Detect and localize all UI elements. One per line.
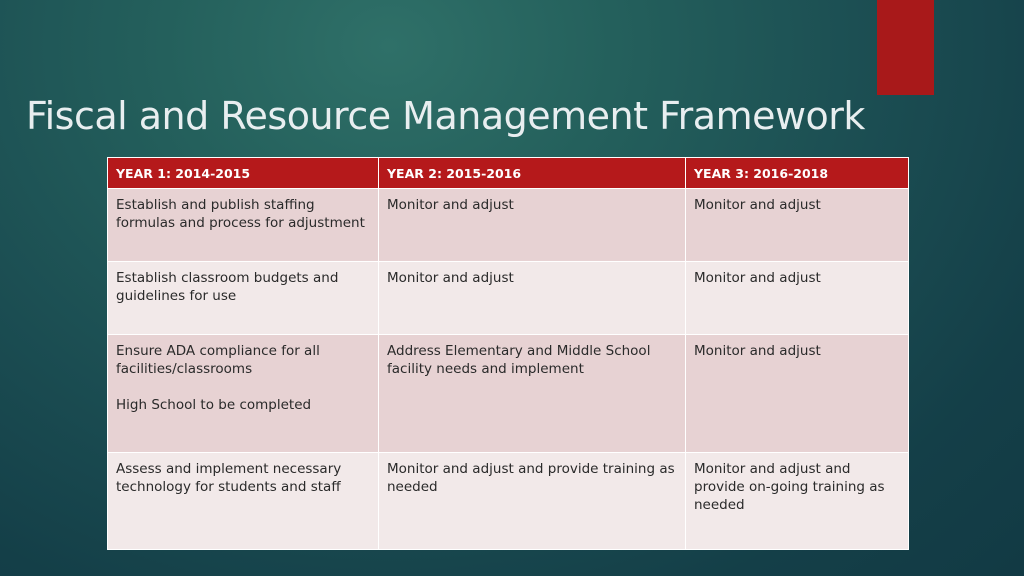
cell-year-1: Establish and publish staffing formulas and process for adjustment [108, 189, 379, 262]
cell-year-3: Monitor and adjust and provide on-going training as needed [686, 453, 909, 550]
header-year-2: YEAR 2: 2015-2016 [379, 158, 686, 189]
framework-table [107, 157, 909, 550]
cell-year-3: Monitor and adjust [686, 189, 909, 262]
table-header-row [108, 158, 909, 189]
cell-text: Ensure ADA compliance for all facilities/classrooms [116, 343, 320, 377]
slide-title: Fiscal and Resource Management Framework [26, 94, 865, 138]
accent-bar [877, 0, 934, 95]
cell-year-3: Monitor and adjust [686, 262, 909, 335]
cell-year-2: Monitor and adjust [379, 189, 686, 262]
cell-year-1: Establish classroom budgets and guidelines for use [108, 262, 379, 335]
header-year-1: YEAR 1: 2014-2015 [108, 158, 379, 189]
cell-year-1: Assess and implement necessary technology for students and staff [108, 453, 379, 550]
cell-year-2: Monitor and adjust [379, 262, 686, 335]
cell-year-1 [108, 335, 379, 453]
cell-year-3: Monitor and adjust [686, 335, 909, 453]
cell-year-2: Address Elementary and Middle School facility needs and implement [379, 335, 686, 453]
cell-year-2: Monitor and adjust and provide training as needed [379, 453, 686, 550]
table-row [108, 453, 909, 550]
table-row [108, 189, 909, 262]
table-row [108, 335, 909, 453]
table-row [108, 262, 909, 335]
cell-note: High School to be completed [116, 397, 312, 413]
header-year-3: YEAR 3: 2016-2018 [686, 158, 909, 189]
